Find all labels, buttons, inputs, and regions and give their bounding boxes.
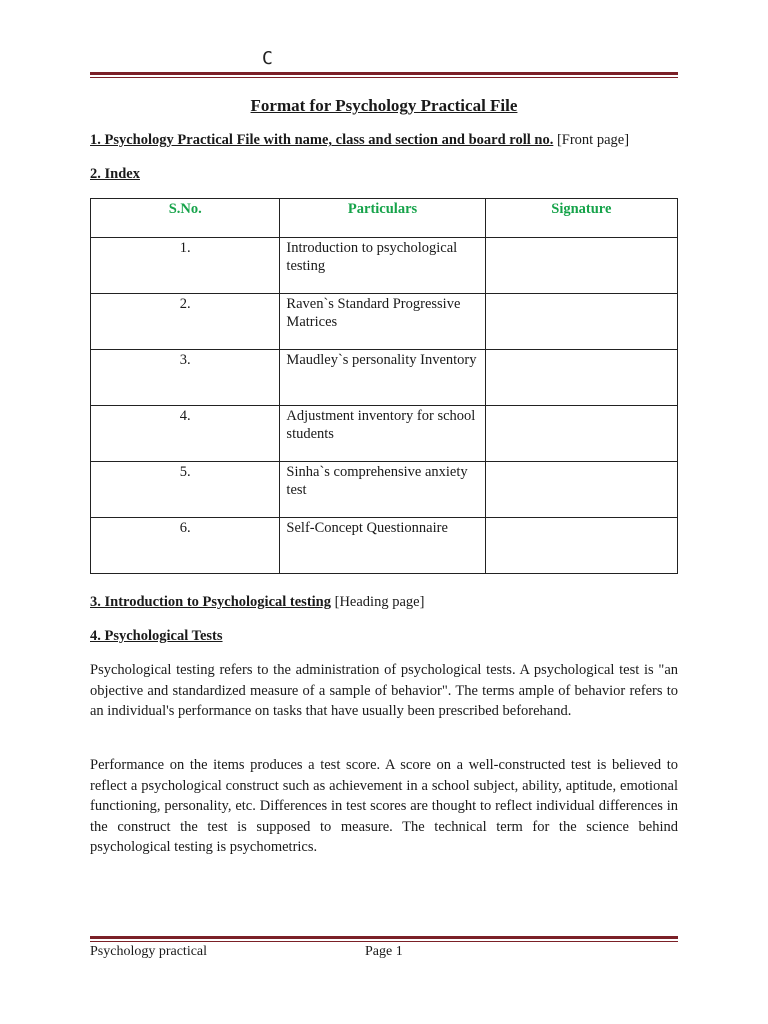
item-introduction bbox=[90, 594, 678, 611]
item-note: [Front page] bbox=[553, 132, 630, 148]
item-front-page bbox=[90, 132, 678, 149]
cell-particular: Introduction to psychological testing bbox=[280, 238, 485, 294]
cell-sno: 6. bbox=[91, 518, 280, 574]
cell-particular: Raven`s Standard Progressive Matrices bbox=[280, 294, 485, 350]
cell-signature bbox=[485, 294, 677, 350]
body-paragraph: Performance on the items produces a test score. A score on a well-constructed test is believed to reflect a psychological construct such as achievement in a school subject, ability, aptitude, emotional functioning, personality, etc. Differences in test scores are thought to reflect individual differences in the construct the test is supposed to measure. The technical term for the science behind psychological testing is psychometrics. bbox=[90, 757, 678, 855]
item-psychological-tests bbox=[90, 628, 678, 645]
cell-particular: Adjustment inventory for school students bbox=[280, 406, 485, 462]
footer-rule bbox=[90, 936, 678, 942]
item-heading: 1. Psychology Practical File with name, class and section and board roll no. bbox=[90, 132, 554, 148]
cell-sno: 2. bbox=[91, 294, 280, 350]
header-mark: C bbox=[262, 48, 273, 69]
table-row bbox=[91, 294, 678, 350]
cell-sno: 4. bbox=[91, 406, 280, 462]
cell-signature bbox=[485, 350, 677, 406]
index-table bbox=[90, 198, 678, 574]
cell-sno: 1. bbox=[91, 238, 280, 294]
cell-sno: 3. bbox=[91, 350, 280, 406]
table-row bbox=[91, 518, 678, 574]
header-rule bbox=[90, 72, 678, 78]
cell-particular: Self-Concept Questionnaire bbox=[280, 518, 485, 574]
column-header-sno: S.No. bbox=[91, 199, 280, 238]
column-header-signature: Signature bbox=[485, 199, 677, 238]
cell-signature bbox=[485, 518, 677, 574]
item-heading: 2. Index bbox=[90, 166, 140, 182]
item-note: [Heading page] bbox=[331, 594, 425, 610]
item-index bbox=[90, 166, 678, 183]
cell-signature bbox=[485, 238, 677, 294]
footer-title: Psychology practical bbox=[90, 944, 208, 959]
cell-signature bbox=[485, 462, 677, 518]
cell-particular: Sinha`s comprehensive anxiety test bbox=[280, 462, 485, 518]
document-title: Format for Psychology Practical File bbox=[250, 96, 518, 115]
cell-signature bbox=[485, 406, 677, 462]
item-heading: 3. Introduction to Psychological testing bbox=[90, 594, 331, 610]
cell-particular: Maudley`s personality Inventory bbox=[280, 350, 485, 406]
table-row bbox=[91, 350, 678, 406]
page-number: Page 1 bbox=[365, 944, 403, 959]
table-header-row bbox=[91, 199, 678, 238]
table-row bbox=[91, 462, 678, 518]
column-header-particulars: Particulars bbox=[280, 199, 485, 238]
item-heading: 4. Psychological Tests bbox=[90, 628, 223, 644]
body-paragraph: Psychological testing refers to the administration of psychological tests. A psychological test is "an objective and standardized measure of a sample of behavior". The terms ample of behavior refers to an individual's performance on tasks that have usually been prescribed beforehand. bbox=[90, 662, 678, 719]
cell-sno: 5. bbox=[91, 462, 280, 518]
table-row bbox=[91, 406, 678, 462]
table-row bbox=[91, 238, 678, 294]
